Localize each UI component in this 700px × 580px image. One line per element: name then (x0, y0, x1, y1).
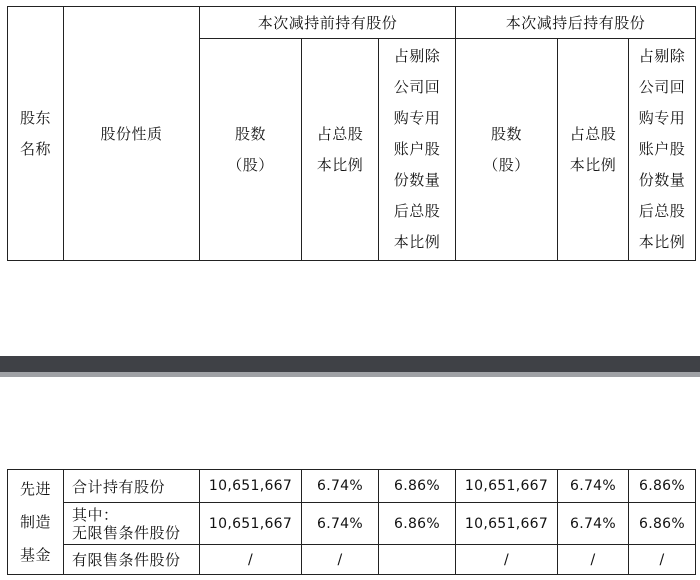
after-ratio-ex-cell: 6.86% (629, 503, 696, 545)
before-ratio-ex-header: 占剔除 公司回 购专用 账户股 份数量 后总股 本比例 (379, 39, 456, 261)
after-shares-cell: / (456, 545, 558, 575)
shareholder-name-cell: 先进 制造 基金 (8, 470, 64, 575)
after-ratio-ex-cell: / (629, 545, 696, 575)
before-ratio-cell: 6.74% (302, 503, 379, 545)
table-row (8, 503, 696, 545)
share-nature-cell: 其中： 无限售条件股份 (64, 503, 200, 545)
before-ratio-cell: / (302, 545, 379, 575)
before-reduction-header: 本次减持前持有股份 (200, 7, 456, 39)
shareholding-data-table (7, 469, 696, 575)
share-nature-cell: 有限售条件股份 (64, 545, 200, 575)
before-shares-header: 股数 （股） (200, 39, 302, 261)
after-shares-cell: 10,651,667 (456, 470, 558, 503)
after-shares-header: 股数 （股） (456, 39, 558, 261)
before-ratio-ex-cell (379, 545, 456, 575)
table-row (8, 470, 696, 503)
shareholder-name-header: 股东 名称 (8, 7, 64, 261)
page-divider-bar (0, 356, 700, 372)
after-reduction-header: 本次减持后持有股份 (456, 7, 696, 39)
after-ratio-ex-header: 占剔除 公司回 购专用 账户股 份数量 后总股 本比例 (629, 39, 696, 261)
before-ratio-ex-cell: 6.86% (379, 503, 456, 545)
after-ratio-ex-cell: 6.86% (629, 470, 696, 503)
share-nature-cell: 合计持有股份 (64, 470, 200, 503)
after-ratio-cell: / (558, 545, 629, 575)
after-ratio-cell: 6.74% (558, 503, 629, 545)
before-shares-cell: / (200, 545, 302, 575)
table-row (8, 545, 696, 575)
after-ratio-header: 占总股 本比例 (558, 39, 629, 261)
before-shares-cell: 10,651,667 (200, 470, 302, 503)
before-ratio-ex-cell: 6.86% (379, 470, 456, 503)
after-ratio-cell: 6.74% (558, 470, 629, 503)
shareholding-header-table (7, 6, 696, 261)
before-ratio-cell: 6.74% (302, 470, 379, 503)
before-ratio-header: 占总股 本比例 (302, 39, 379, 261)
after-shares-cell: 10,651,667 (456, 503, 558, 545)
share-nature-header: 股份性质 (64, 7, 200, 261)
before-shares-cell: 10,651,667 (200, 503, 302, 545)
